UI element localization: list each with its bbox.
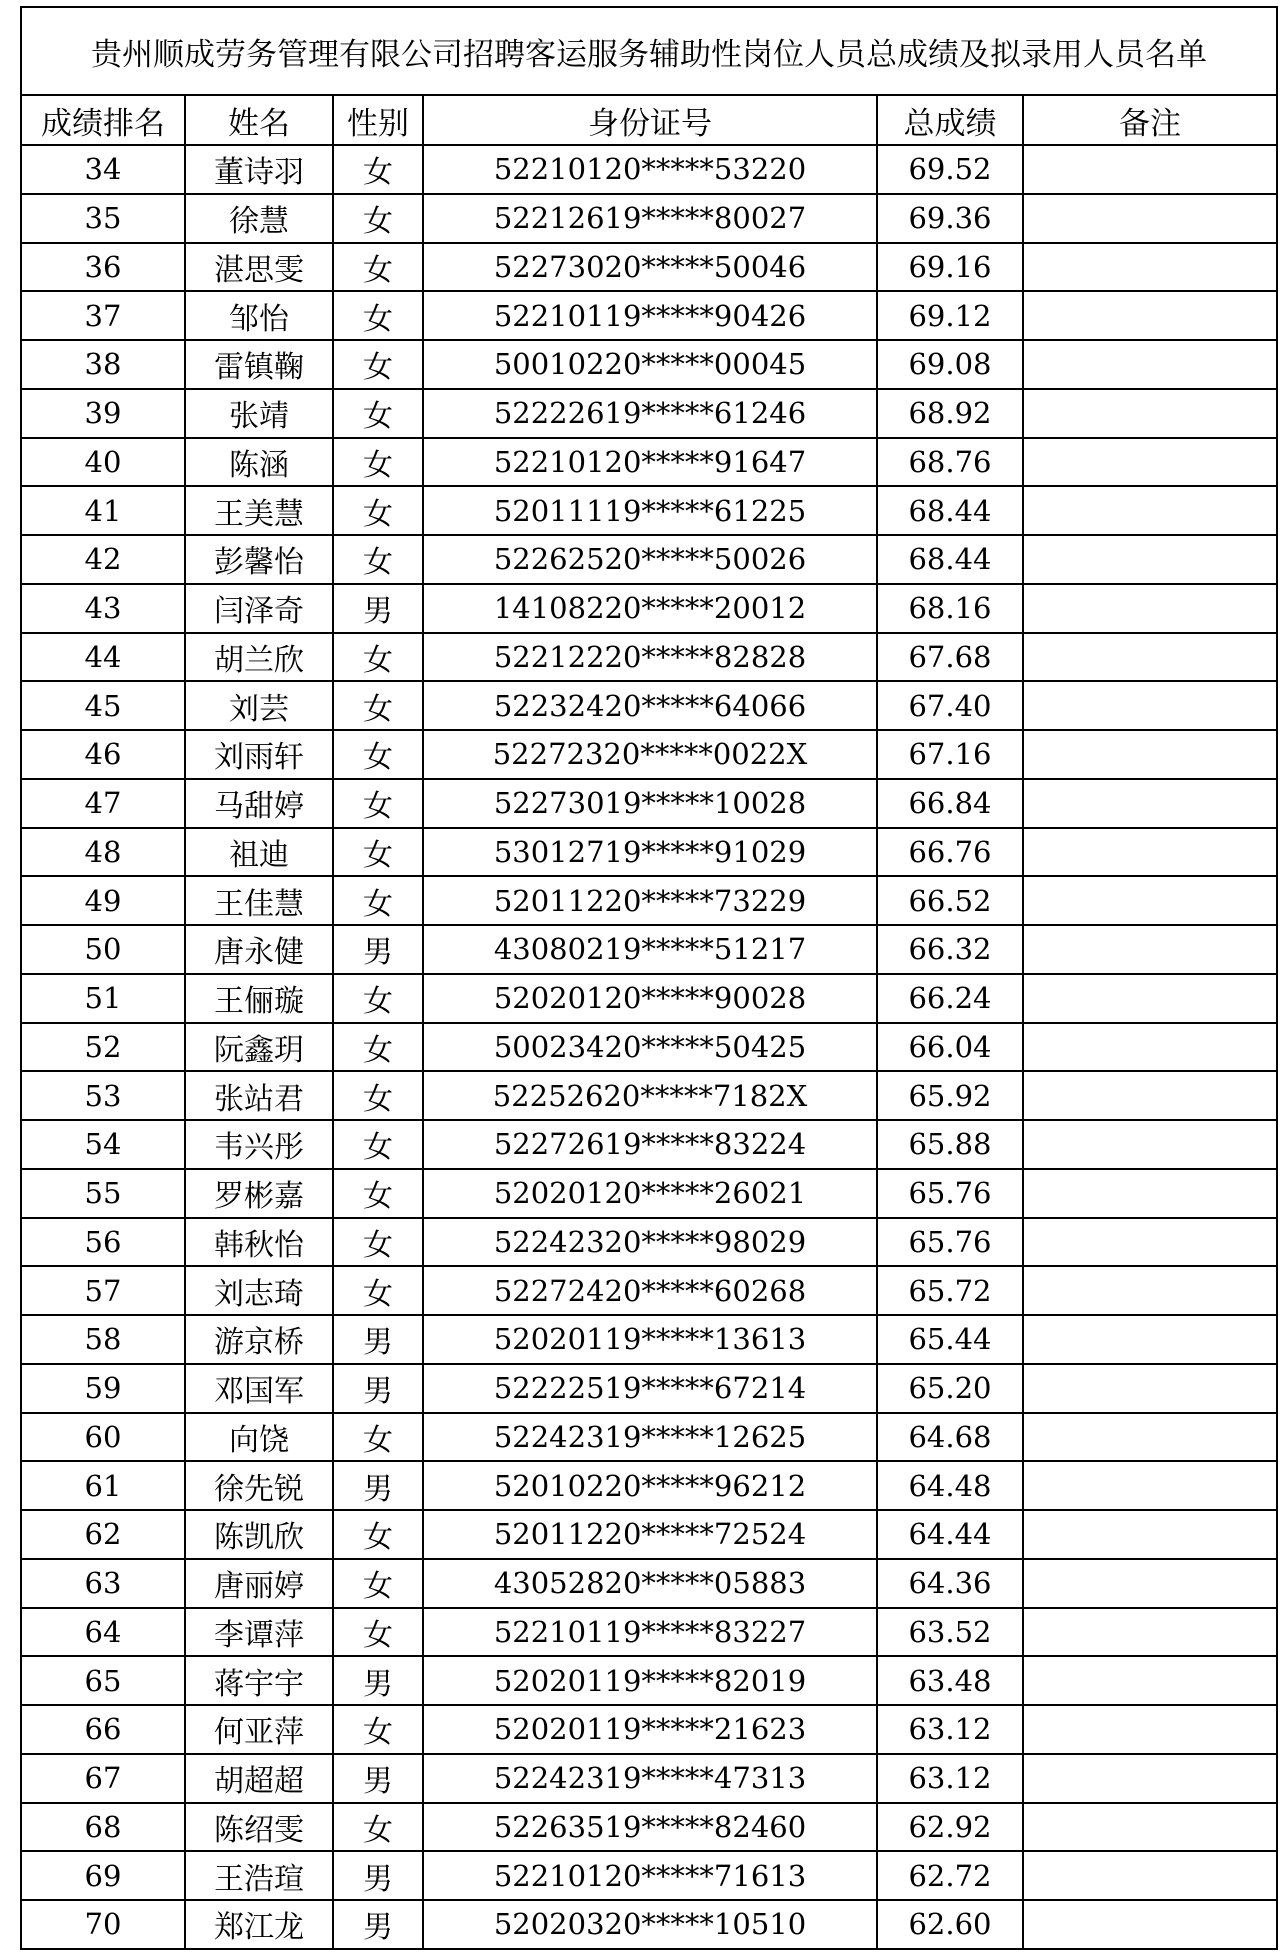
id-number-cell: 52020119*****13613 — [423, 1315, 877, 1364]
table-row — [21, 1218, 1277, 1267]
id-number-cell: 50023420*****50425 — [423, 1023, 877, 1072]
remarks-cell — [1023, 243, 1277, 292]
id-number-cell: 52010220*****96212 — [423, 1461, 877, 1510]
id-number-cell: 52272619*****83224 — [423, 1120, 877, 1169]
gender-cell: 女 — [333, 1169, 423, 1218]
total-score-cell: 64.44 — [877, 1510, 1023, 1559]
id-number-cell: 52011220*****73229 — [423, 876, 877, 925]
total-score-cell: 64.68 — [877, 1413, 1023, 1462]
rank-cell: 41 — [21, 486, 185, 535]
table-row — [21, 291, 1277, 340]
remarks-cell — [1023, 1608, 1277, 1657]
id-number-cell: 52210120*****53220 — [423, 145, 877, 194]
gender-cell: 男 — [333, 1851, 423, 1900]
remarks-cell — [1023, 828, 1277, 877]
name-cell: 雷镇鞠 — [185, 340, 333, 389]
remarks-cell — [1023, 1900, 1277, 1949]
rank-cell: 50 — [21, 925, 185, 974]
column-header-remarks: 备注 — [1023, 95, 1277, 145]
table-row — [21, 925, 1277, 974]
id-number-cell: 52222519*****67214 — [423, 1364, 877, 1413]
table-row — [21, 730, 1277, 779]
table-row — [21, 1754, 1277, 1803]
gender-cell: 女 — [333, 1266, 423, 1315]
column-header-rank: 成绩排名 — [21, 95, 185, 145]
id-number-cell: 52212619*****80027 — [423, 194, 877, 243]
table-body — [21, 145, 1277, 1949]
table-row — [21, 1364, 1277, 1413]
gender-cell: 女 — [333, 1218, 423, 1267]
remarks-cell — [1023, 1218, 1277, 1267]
gender-cell: 男 — [333, 1315, 423, 1364]
table-row — [21, 1120, 1277, 1169]
rank-cell: 40 — [21, 438, 185, 487]
total-score-cell: 67.40 — [877, 681, 1023, 730]
total-score-cell: 63.12 — [877, 1705, 1023, 1754]
rank-cell: 52 — [21, 1023, 185, 1072]
gender-cell: 男 — [333, 584, 423, 633]
rank-cell: 34 — [21, 145, 185, 194]
rank-cell: 63 — [21, 1559, 185, 1608]
name-cell: 罗彬嘉 — [185, 1169, 333, 1218]
remarks-cell — [1023, 1023, 1277, 1072]
id-number-cell: 52210120*****71613 — [423, 1851, 877, 1900]
table-row — [21, 1608, 1277, 1657]
name-cell: 陈绍雯 — [185, 1803, 333, 1852]
rank-cell: 42 — [21, 535, 185, 584]
gender-cell: 女 — [333, 535, 423, 584]
table-row — [21, 1559, 1277, 1608]
gender-cell: 女 — [333, 1608, 423, 1657]
remarks-cell — [1023, 291, 1277, 340]
gender-cell: 女 — [333, 876, 423, 925]
total-score-cell: 62.72 — [877, 1851, 1023, 1900]
name-cell: 陈凯欣 — [185, 1510, 333, 1559]
id-number-cell: 43052820*****05883 — [423, 1559, 877, 1608]
rank-cell: 57 — [21, 1266, 185, 1315]
remarks-cell — [1023, 633, 1277, 682]
gender-cell: 女 — [333, 828, 423, 877]
remarks-cell — [1023, 1510, 1277, 1559]
remarks-cell — [1023, 1754, 1277, 1803]
remarks-cell — [1023, 535, 1277, 584]
table-row — [21, 1510, 1277, 1559]
total-score-cell: 68.92 — [877, 389, 1023, 438]
total-score-cell: 69.16 — [877, 243, 1023, 292]
remarks-cell — [1023, 1656, 1277, 1705]
gender-cell: 女 — [333, 340, 423, 389]
rank-cell: 54 — [21, 1120, 185, 1169]
table-row — [21, 1705, 1277, 1754]
gender-cell: 女 — [333, 389, 423, 438]
remarks-cell — [1023, 340, 1277, 389]
total-score-cell: 65.76 — [877, 1169, 1023, 1218]
id-number-cell: 52210120*****91647 — [423, 438, 877, 487]
remarks-cell — [1023, 730, 1277, 779]
rank-cell: 46 — [21, 730, 185, 779]
column-header-name: 姓名 — [185, 95, 333, 145]
gender-cell: 女 — [333, 1510, 423, 1559]
remarks-cell — [1023, 1559, 1277, 1608]
table-row — [21, 145, 1277, 194]
total-score-cell: 63.48 — [877, 1656, 1023, 1705]
total-score-cell: 69.36 — [877, 194, 1023, 243]
name-cell: 王佳慧 — [185, 876, 333, 925]
rank-cell: 39 — [21, 389, 185, 438]
remarks-cell — [1023, 1413, 1277, 1462]
rank-cell: 66 — [21, 1705, 185, 1754]
name-cell: 李谭萍 — [185, 1608, 333, 1657]
gender-cell: 女 — [333, 145, 423, 194]
total-score-cell: 66.04 — [877, 1023, 1023, 1072]
rank-cell: 64 — [21, 1608, 185, 1657]
name-cell: 胡超超 — [185, 1754, 333, 1803]
total-score-cell: 68.44 — [877, 486, 1023, 535]
name-cell: 唐永健 — [185, 925, 333, 974]
rank-cell: 58 — [21, 1315, 185, 1364]
table-row — [21, 194, 1277, 243]
remarks-cell — [1023, 1364, 1277, 1413]
gender-cell: 女 — [333, 1705, 423, 1754]
gender-cell: 女 — [333, 243, 423, 292]
name-cell: 阮鑫玥 — [185, 1023, 333, 1072]
name-cell: 徐慧 — [185, 194, 333, 243]
total-score-cell: 69.12 — [877, 291, 1023, 340]
name-cell: 湛思雯 — [185, 243, 333, 292]
gender-cell: 男 — [333, 1900, 423, 1949]
name-cell: 陈涵 — [185, 438, 333, 487]
name-cell: 刘雨轩 — [185, 730, 333, 779]
name-cell: 祖迪 — [185, 828, 333, 877]
name-cell: 刘芸 — [185, 681, 333, 730]
table-row — [21, 1656, 1277, 1705]
table-row — [21, 535, 1277, 584]
table-row — [21, 1023, 1277, 1072]
id-number-cell: 52232420*****64066 — [423, 681, 877, 730]
remarks-cell — [1023, 1461, 1277, 1510]
remarks-cell — [1023, 486, 1277, 535]
total-score-cell: 63.12 — [877, 1754, 1023, 1803]
rank-cell: 65 — [21, 1656, 185, 1705]
rank-cell: 44 — [21, 633, 185, 682]
document-title: 贵州顺成劳务管理有限公司招聘客运服务辅助性岗位人员总成绩及拟录用人员名单 — [21, 7, 1277, 95]
total-score-cell: 66.32 — [877, 925, 1023, 974]
rank-cell: 61 — [21, 1461, 185, 1510]
gender-cell: 女 — [333, 1803, 423, 1852]
name-cell: 徐先锐 — [185, 1461, 333, 1510]
remarks-cell — [1023, 779, 1277, 828]
table-row — [21, 974, 1277, 1023]
remarks-cell — [1023, 1266, 1277, 1315]
id-number-cell: 52262520*****50026 — [423, 535, 877, 584]
total-score-cell: 65.44 — [877, 1315, 1023, 1364]
rank-cell: 48 — [21, 828, 185, 877]
remarks-cell — [1023, 925, 1277, 974]
remarks-cell — [1023, 974, 1277, 1023]
rank-cell: 56 — [21, 1218, 185, 1267]
rank-cell: 38 — [21, 340, 185, 389]
total-score-cell: 69.08 — [877, 340, 1023, 389]
rank-cell: 51 — [21, 974, 185, 1023]
rank-cell: 35 — [21, 194, 185, 243]
id-number-cell: 52020119*****82019 — [423, 1656, 877, 1705]
total-score-cell: 69.52 — [877, 145, 1023, 194]
id-number-cell: 14108220*****20012 — [423, 584, 877, 633]
column-header-gender: 性别 — [333, 95, 423, 145]
header-row — [21, 95, 1277, 145]
id-number-cell: 52272320*****0022X — [423, 730, 877, 779]
id-number-cell: 52011220*****72524 — [423, 1510, 877, 1559]
remarks-cell — [1023, 1803, 1277, 1852]
remarks-cell — [1023, 1315, 1277, 1364]
table-row — [21, 1900, 1277, 1949]
table-row — [21, 340, 1277, 389]
gender-cell: 女 — [333, 1413, 423, 1462]
gender-cell: 女 — [333, 438, 423, 487]
id-number-cell: 52210119*****83227 — [423, 1608, 877, 1657]
id-number-cell: 50010220*****00045 — [423, 340, 877, 389]
table-row — [21, 584, 1277, 633]
gender-cell: 男 — [333, 1754, 423, 1803]
gender-cell: 女 — [333, 1120, 423, 1169]
rank-cell: 55 — [21, 1169, 185, 1218]
remarks-cell — [1023, 438, 1277, 487]
column-header-id-number: 身份证号 — [423, 95, 877, 145]
table-row — [21, 1851, 1277, 1900]
column-header-total-score: 总成绩 — [877, 95, 1023, 145]
name-cell: 唐丽婷 — [185, 1559, 333, 1608]
id-number-cell: 52272420*****60268 — [423, 1266, 877, 1315]
total-score-cell: 65.76 — [877, 1218, 1023, 1267]
total-score-cell: 68.16 — [877, 584, 1023, 633]
gender-cell: 女 — [333, 194, 423, 243]
total-score-cell: 64.48 — [877, 1461, 1023, 1510]
name-cell: 何亚萍 — [185, 1705, 333, 1754]
name-cell: 张站君 — [185, 1071, 333, 1120]
remarks-cell — [1023, 584, 1277, 633]
total-score-cell: 66.76 — [877, 828, 1023, 877]
total-score-cell: 65.88 — [877, 1120, 1023, 1169]
rank-cell: 53 — [21, 1071, 185, 1120]
id-number-cell: 52222619*****61246 — [423, 389, 877, 438]
name-cell: 王美慧 — [185, 486, 333, 535]
name-cell: 王浩瑄 — [185, 1851, 333, 1900]
table-row — [21, 876, 1277, 925]
total-score-cell: 62.60 — [877, 1900, 1023, 1949]
remarks-cell — [1023, 1120, 1277, 1169]
total-score-cell: 63.52 — [877, 1608, 1023, 1657]
name-cell: 蒋宇宇 — [185, 1656, 333, 1705]
rank-cell: 62 — [21, 1510, 185, 1559]
id-number-cell: 52011119*****61225 — [423, 486, 877, 535]
total-score-cell: 65.72 — [877, 1266, 1023, 1315]
table-row — [21, 486, 1277, 535]
name-cell: 刘志琦 — [185, 1266, 333, 1315]
table-row — [21, 1169, 1277, 1218]
remarks-cell — [1023, 1071, 1277, 1120]
rank-cell: 60 — [21, 1413, 185, 1462]
rank-cell: 43 — [21, 584, 185, 633]
gender-cell: 男 — [333, 1461, 423, 1510]
gender-cell: 女 — [333, 974, 423, 1023]
name-cell: 游京桥 — [185, 1315, 333, 1364]
rank-cell: 36 — [21, 243, 185, 292]
rank-cell: 37 — [21, 291, 185, 340]
gender-cell: 女 — [333, 633, 423, 682]
name-cell: 董诗羽 — [185, 145, 333, 194]
table-row — [21, 1461, 1277, 1510]
gender-cell: 女 — [333, 779, 423, 828]
id-number-cell: 52020120*****26021 — [423, 1169, 877, 1218]
name-cell: 张靖 — [185, 389, 333, 438]
remarks-cell — [1023, 1169, 1277, 1218]
total-score-cell: 64.36 — [877, 1559, 1023, 1608]
id-number-cell: 52020119*****21623 — [423, 1705, 877, 1754]
name-cell: 彭馨怡 — [185, 535, 333, 584]
id-number-cell: 52020120*****90028 — [423, 974, 877, 1023]
name-cell: 向饶 — [185, 1413, 333, 1462]
gender-cell: 女 — [333, 486, 423, 535]
remarks-cell — [1023, 1705, 1277, 1754]
name-cell: 韩秋怡 — [185, 1218, 333, 1267]
total-score-cell: 67.68 — [877, 633, 1023, 682]
name-cell: 王俪璇 — [185, 974, 333, 1023]
rank-cell: 47 — [21, 779, 185, 828]
id-number-cell: 52263519*****82460 — [423, 1803, 877, 1852]
table-row — [21, 1266, 1277, 1315]
table-row — [21, 828, 1277, 877]
total-score-cell: 65.92 — [877, 1071, 1023, 1120]
gender-cell: 女 — [333, 1023, 423, 1072]
total-score-cell: 68.76 — [877, 438, 1023, 487]
total-score-cell: 65.20 — [877, 1364, 1023, 1413]
name-cell: 胡兰欣 — [185, 633, 333, 682]
gender-cell: 男 — [333, 925, 423, 974]
name-cell: 马甜婷 — [185, 779, 333, 828]
rank-cell: 67 — [21, 1754, 185, 1803]
rank-cell: 45 — [21, 681, 185, 730]
name-cell: 韦兴彤 — [185, 1120, 333, 1169]
table-row — [21, 1803, 1277, 1852]
total-score-cell: 68.44 — [877, 535, 1023, 584]
results-table — [20, 6, 1278, 1950]
gender-cell: 男 — [333, 1364, 423, 1413]
name-cell: 闫泽奇 — [185, 584, 333, 633]
remarks-cell — [1023, 1851, 1277, 1900]
name-cell: 邹怡 — [185, 291, 333, 340]
table-row — [21, 633, 1277, 682]
rank-cell: 68 — [21, 1803, 185, 1852]
gender-cell: 女 — [333, 730, 423, 779]
id-number-cell: 52273019*****10028 — [423, 779, 877, 828]
rank-cell: 49 — [21, 876, 185, 925]
gender-cell: 女 — [333, 291, 423, 340]
remarks-cell — [1023, 145, 1277, 194]
id-number-cell: 53012719*****91029 — [423, 828, 877, 877]
table-row — [21, 1413, 1277, 1462]
remarks-cell — [1023, 876, 1277, 925]
gender-cell: 女 — [333, 1071, 423, 1120]
rank-cell: 70 — [21, 1900, 185, 1949]
id-number-cell: 52242319*****12625 — [423, 1413, 877, 1462]
name-cell: 邓国军 — [185, 1364, 333, 1413]
gender-cell: 女 — [333, 681, 423, 730]
id-number-cell: 52252620*****7182X — [423, 1071, 877, 1120]
rank-cell: 59 — [21, 1364, 185, 1413]
title-row — [21, 7, 1277, 95]
id-number-cell: 52242319*****47313 — [423, 1754, 877, 1803]
total-score-cell: 66.52 — [877, 876, 1023, 925]
total-score-cell: 62.92 — [877, 1803, 1023, 1852]
id-number-cell: 52210119*****90426 — [423, 291, 877, 340]
id-number-cell: 52020320*****10510 — [423, 1900, 877, 1949]
total-score-cell: 66.24 — [877, 974, 1023, 1023]
table-row — [21, 243, 1277, 292]
table-row — [21, 681, 1277, 730]
gender-cell: 女 — [333, 1559, 423, 1608]
name-cell: 郑江龙 — [185, 1900, 333, 1949]
remarks-cell — [1023, 681, 1277, 730]
id-number-cell: 43080219*****51217 — [423, 925, 877, 974]
remarks-cell — [1023, 194, 1277, 243]
total-score-cell: 66.84 — [877, 779, 1023, 828]
total-score-cell: 67.16 — [877, 730, 1023, 779]
table-row — [21, 1071, 1277, 1120]
id-number-cell: 52273020*****50046 — [423, 243, 877, 292]
table-row — [21, 1315, 1277, 1364]
id-number-cell: 52242320*****98029 — [423, 1218, 877, 1267]
gender-cell: 男 — [333, 1656, 423, 1705]
table-row — [21, 438, 1277, 487]
rank-cell: 69 — [21, 1851, 185, 1900]
table-row — [21, 779, 1277, 828]
remarks-cell — [1023, 389, 1277, 438]
id-number-cell: 52212220*****82828 — [423, 633, 877, 682]
table-row — [21, 389, 1277, 438]
